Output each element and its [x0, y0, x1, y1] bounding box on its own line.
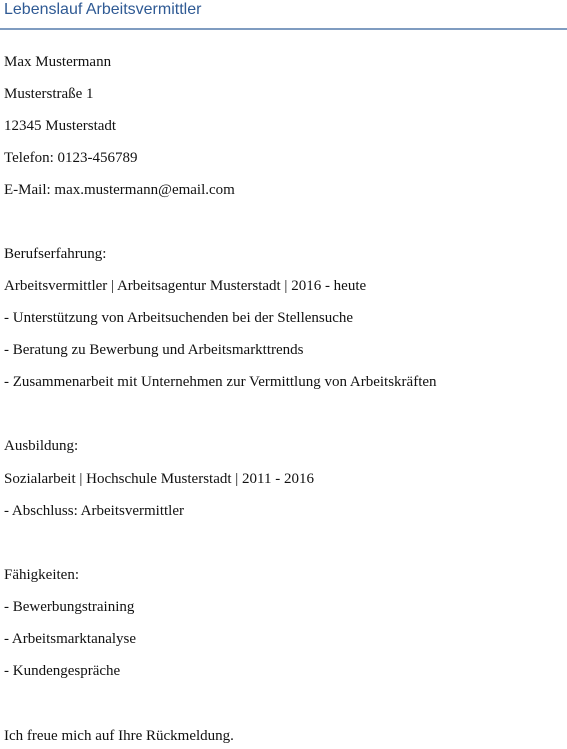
experience-bullet: - Unterstützung von Arbeitsuchenden bei der Stellensuche: [4, 310, 354, 326]
experience-position: Arbeitsvermittler | Arbeitsagentur Musterstadt | 2016 - heute: [4, 278, 367, 294]
experience-bullet: - Beratung zu Bewerbung und Arbeitsmarkttrends: [4, 342, 304, 358]
contact-name: Max Mustermann: [4, 54, 112, 70]
document-title: Lebenslauf Arbeitsvermittler: [4, 1, 202, 18]
contact-email: E-Mail: max.mustermann@email.com: [4, 182, 235, 198]
education-degree: Sozialarbeit | Hochschule Musterstadt | 2011 - 2016: [4, 471, 314, 487]
contact-street: Musterstraße 1: [4, 86, 94, 102]
skills-bullet: - Kundengespräche: [4, 663, 121, 679]
contact-phone: Telefon: 0123-456789: [4, 150, 138, 166]
skills-heading: Fähigkeiten:: [4, 567, 79, 583]
education-heading: Ausbildung:: [4, 438, 79, 454]
document-header: [0, 0, 567, 30]
education-bullet: - Abschluss: Arbeitsvermittler: [4, 503, 184, 519]
contact-city: 12345 Musterstadt: [4, 118, 117, 134]
skills-bullet: - Bewerbungstraining: [4, 599, 135, 615]
closing-line: Ich freue mich auf Ihre Rückmeldung.: [4, 728, 234, 744]
skills-bullet: - Arbeitsmarktanalyse: [4, 631, 137, 647]
experience-bullet: - Zusammenarbeit mit Unternehmen zur Vermittlung von Arbeitskräften: [4, 374, 437, 390]
experience-heading: Berufserfahrung:: [4, 246, 107, 262]
